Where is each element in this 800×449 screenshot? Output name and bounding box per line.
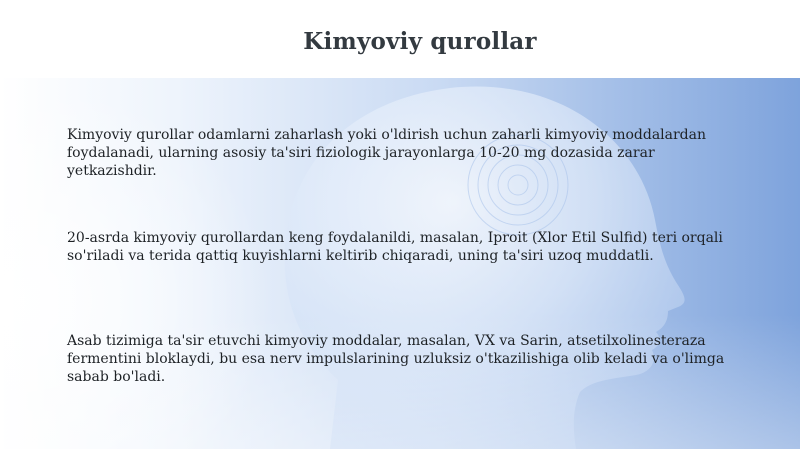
paragraph-1: Kimyoviy qurollar odamlarni zaharlash yoki o'ldirish uchun zaharli kimyoviy moddalardan foydalanadi, ularning asosiy ta'siri fiziologik jarayonlarga 10-20 mg dozasida zarar yetkazishdir. (67, 127, 707, 179)
paragraph-2: 20-asrda kimyoviy qurollardan keng foydalanildi, masalan, Iproit (Xlor Etil Sulfid) teri orqali so'riladi va terida qattiq kuyishlarni keltirib chiqaradi, uning ta'siri uzoq muddatli. (67, 230, 723, 264)
slide-title: Kimyoviy qurollar (303, 28, 537, 55)
paragraph-3: Asab tizimiga ta'sir etuvchi kimyoviy moddalar, masalan, VX va Sarin, atsetilxolinesteraza fermentini bloklaydi, bu esa nerv impulslarining uzluksiz o'tkazilishiga olib keladi va o'limga sabab bo'ladi. (67, 333, 725, 385)
